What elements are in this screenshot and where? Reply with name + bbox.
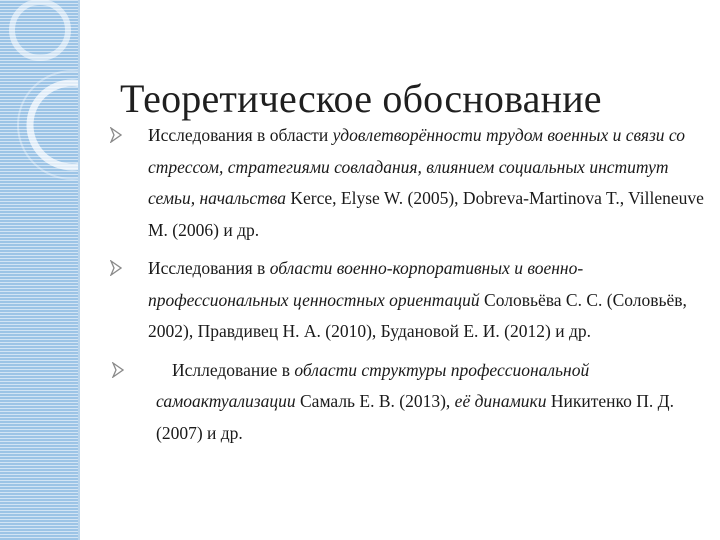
bullet-text-italic: области структуры профессиональной самоактуализации — [156, 359, 590, 411]
arrow-bullet-icon — [112, 362, 124, 378]
bullet-text-plain: Исследования в области — [148, 125, 333, 145]
bullet-text-italic: удовлетворённости трудом военных и связи со стрессом, стратегиями совладания, влиянием социальных институт семьи, начальства — [148, 125, 686, 208]
bullet-text-plain: Kerce, Elyse W. (2005), Dobreva-Martinova T., Villeneuve M. (2006) и др. — [148, 188, 704, 240]
bullet-text-plain: Соловьёва С. С. (Соловьёв, 2002), Правдивец Н. А. (2010), Будановой Е. И. (2012) и др. — [148, 289, 687, 341]
bullet-text-italic: её динамики — [454, 391, 547, 411]
bullet-item — [110, 253, 710, 348]
decorative-sidebar — [0, 0, 78, 540]
bullet-text-plain: Никитенко П. Д. (2007) и др. — [156, 391, 674, 443]
bullet-list — [110, 120, 710, 456]
slide-title: Теоретическое обоснование — [120, 75, 602, 121]
bullet-text-plain: Иcлледование в — [172, 359, 295, 380]
bullet-item — [110, 355, 710, 450]
sidebar-divider — [78, 0, 80, 540]
bullet-text-plain: Исследования в — [148, 258, 270, 278]
arrow-bullet-icon — [110, 260, 122, 276]
arrow-bullet-icon — [110, 127, 122, 143]
bullet-item — [110, 120, 710, 246]
bullet-text-italic: области военно-корпоративных и военно-профессиональных ценностных ориентаций — [148, 258, 584, 310]
bullet-text-plain: Самаль Е. В. (2013), — [295, 391, 455, 411]
decorative-circles — [0, 0, 78, 540]
